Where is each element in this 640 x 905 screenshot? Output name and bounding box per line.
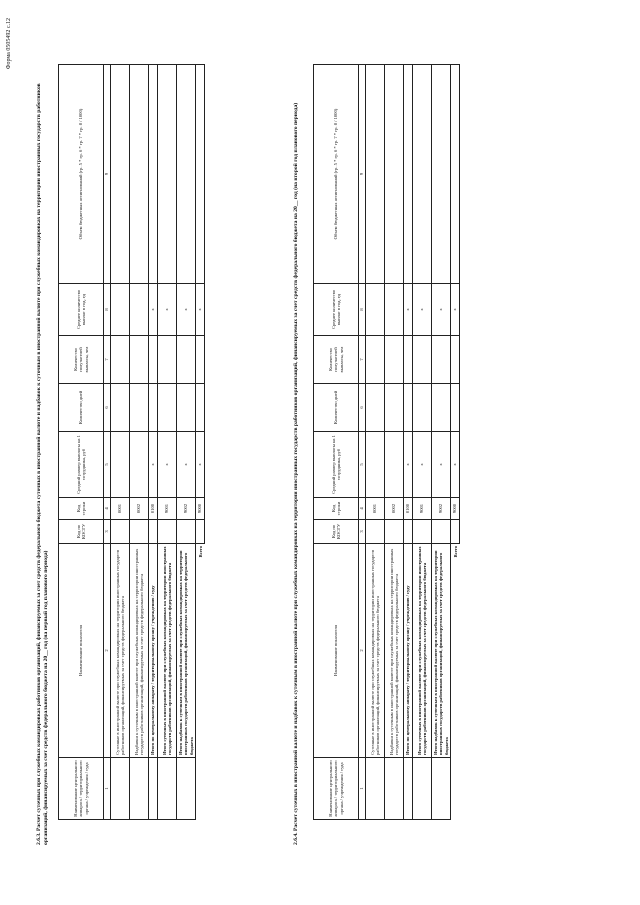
value-cell[interactable] bbox=[366, 520, 385, 544]
value-cell: x bbox=[177, 432, 196, 498]
column-number: 7 bbox=[104, 336, 111, 384]
value-cell[interactable] bbox=[413, 65, 432, 284]
value-cell[interactable] bbox=[158, 520, 177, 544]
value-cell: x bbox=[432, 432, 451, 498]
row-code: 9001 bbox=[158, 498, 177, 520]
column-header: Среднее количество выплат в год, ед bbox=[314, 284, 359, 336]
column-number-row bbox=[359, 65, 366, 820]
column-number: 2 bbox=[359, 544, 366, 758]
table-row bbox=[111, 65, 130, 820]
org-name-cell[interactable] bbox=[385, 758, 404, 820]
value-cell[interactable] bbox=[413, 384, 432, 432]
value-cell[interactable] bbox=[366, 336, 385, 384]
value-cell[interactable] bbox=[130, 65, 149, 284]
table-row bbox=[177, 65, 196, 820]
indicator-label: Итого по центральному аппарату / территориальному органу / учреждению / суду bbox=[404, 544, 413, 758]
value-cell: x bbox=[451, 284, 460, 336]
value-cell[interactable] bbox=[149, 520, 158, 544]
column-number: 5 bbox=[359, 432, 366, 498]
column-number: 1 bbox=[104, 758, 111, 820]
value-cell[interactable] bbox=[177, 384, 196, 432]
value-cell: x bbox=[404, 432, 413, 498]
value-cell[interactable] bbox=[432, 336, 451, 384]
indicator-label: Итого суточных в иностранной валюте при служебных командировках на территории иностранных государств работников организаций, финансируемых за счет средств федерального бюджета bbox=[413, 544, 432, 758]
section-caption-2: 2.6.4. Расчет суточных в иностранной валюте и надбавок к суточным в иностранной валюте при служебных командировках на территории иностранных государств работников организаций, финансируемых за счет средств федерального бюджета на 20__ год (на второй год планового периода) bbox=[293, 102, 299, 845]
value-cell[interactable] bbox=[130, 520, 149, 544]
value-cell: x bbox=[177, 284, 196, 336]
value-cell[interactable] bbox=[111, 336, 130, 384]
org-name-cell[interactable] bbox=[366, 758, 385, 820]
indicator-label: Суточные в иностранной валюте при служебных командировках на территории иностранных государств работников организаций, финансируемых за счет средств федерального бюджета bbox=[111, 544, 130, 758]
header-row bbox=[59, 65, 104, 820]
indicator-label: Итого суточных в иностранной валюте при служебных командировках на территории иностранных государств работников организаций, финансируемых за счет средств федерального бюджета bbox=[158, 544, 177, 758]
column-number: 4 bbox=[104, 498, 111, 520]
org-name-cell[interactable] bbox=[130, 758, 149, 820]
column-number: 3 bbox=[359, 520, 366, 544]
table-row bbox=[413, 65, 432, 820]
value-cell: x bbox=[158, 432, 177, 498]
row-code: 0001 bbox=[111, 498, 130, 520]
value-cell[interactable] bbox=[404, 65, 413, 284]
row-code: 0100 bbox=[404, 498, 413, 520]
row-code: 0002 bbox=[130, 498, 149, 520]
org-name-cell[interactable] bbox=[158, 758, 177, 820]
value-cell[interactable] bbox=[366, 65, 385, 284]
value-cell[interactable] bbox=[385, 284, 404, 336]
value-cell: x bbox=[158, 284, 177, 336]
value-cell[interactable] bbox=[111, 284, 130, 336]
column-header: Наименование центрального аппарата / территориального органа / учреждения / суда bbox=[59, 758, 104, 820]
column-number: 2 bbox=[104, 544, 111, 758]
column-header: Средний размер выплаты на 1 сотрудника, руб bbox=[314, 432, 359, 498]
indicator-label: Итого надбавок к суточным в иностранной валюте при служебных командировках на территории иностранных государств работников организаций, финансируемых за счет средств федерального бюджета bbox=[432, 544, 451, 758]
indicator-label: Итого надбавок к суточным в иностранной валюте при служебных командировках на территории иностранных государств работников организаций, финансируемых за счет средств федерального бюджета bbox=[177, 544, 196, 758]
value-cell[interactable] bbox=[130, 284, 149, 336]
value-cell[interactable] bbox=[432, 520, 451, 544]
value-cell[interactable] bbox=[432, 65, 451, 284]
column-header: Объем бюджетных ассигнований (гр. 5 * гр. 6 * гр. 7 * гр. 8 / 1000) bbox=[314, 65, 359, 284]
column-header: Количество получателей выплаты, чел bbox=[59, 336, 104, 384]
value-cell[interactable] bbox=[177, 65, 196, 284]
value-cell[interactable] bbox=[385, 520, 404, 544]
value-cell: x bbox=[413, 284, 432, 336]
column-header: Код по КОСГУ bbox=[59, 520, 104, 544]
value-cell: x bbox=[413, 432, 432, 498]
column-header: Среднее количество выплат в год, ед bbox=[59, 284, 104, 336]
table-row bbox=[432, 65, 451, 820]
row-code: 9002 bbox=[177, 498, 196, 520]
column-header: Объем бюджетных ассигнований (гр. 5 * гр. 6 * гр. 7 * гр. 8 / 1000) bbox=[59, 65, 104, 284]
value-cell[interactable] bbox=[385, 432, 404, 498]
org-name-cell[interactable] bbox=[196, 758, 205, 820]
column-header: Количество получателей выплаты, чел bbox=[314, 336, 359, 384]
org-name-cell[interactable] bbox=[451, 758, 460, 820]
table-row bbox=[130, 65, 149, 820]
row-code: 0100 bbox=[149, 498, 158, 520]
table-row bbox=[366, 65, 385, 820]
table-row bbox=[149, 65, 158, 820]
value-cell[interactable] bbox=[451, 336, 460, 384]
org-name-cell[interactable] bbox=[413, 758, 432, 820]
row-code: 9002 bbox=[432, 498, 451, 520]
value-cell: x bbox=[149, 432, 158, 498]
value-cell[interactable] bbox=[111, 384, 130, 432]
value-cell[interactable] bbox=[196, 336, 205, 384]
value-cell[interactable] bbox=[451, 384, 460, 432]
value-cell[interactable] bbox=[130, 336, 149, 384]
column-number-row bbox=[104, 65, 111, 820]
value-cell[interactable] bbox=[404, 336, 413, 384]
row-code: 0001 bbox=[366, 498, 385, 520]
value-cell[interactable] bbox=[366, 432, 385, 498]
table-row bbox=[404, 65, 413, 820]
value-cell[interactable] bbox=[432, 384, 451, 432]
value-cell[interactable] bbox=[177, 520, 196, 544]
column-number: 9 bbox=[359, 65, 366, 284]
column-number: 6 bbox=[359, 384, 366, 432]
column-number: 8 bbox=[359, 284, 366, 336]
org-name-cell[interactable] bbox=[177, 758, 196, 820]
value-cell: x bbox=[432, 284, 451, 336]
org-name-cell[interactable] bbox=[111, 758, 130, 820]
org-name-cell[interactable] bbox=[149, 758, 158, 820]
column-header: Наименование показателя bbox=[59, 544, 104, 758]
column-number: 9 bbox=[104, 65, 111, 284]
indicator-label: Итого по центральному аппарату / территориальному органу / учреждению / суду bbox=[149, 544, 158, 758]
budget-table-2 bbox=[313, 64, 460, 820]
value-cell[interactable] bbox=[130, 384, 149, 432]
column-header: Количество дней bbox=[314, 384, 359, 432]
indicator-label: Надбавки к суточным в иностранной валюте при служебных командировках на территории иностранных государств работников организаций, финансируемых за счет средств федерального бюджета bbox=[130, 544, 149, 758]
row-code: 9001 bbox=[413, 498, 432, 520]
value-cell[interactable] bbox=[451, 65, 460, 284]
column-number: 3 bbox=[104, 520, 111, 544]
table-row bbox=[196, 65, 205, 820]
row-code: 9000 bbox=[451, 498, 460, 520]
column-header: Код по КОСГУ bbox=[314, 520, 359, 544]
column-header: Код строки bbox=[59, 498, 104, 520]
table-row bbox=[158, 65, 177, 820]
column-number: 1 bbox=[359, 758, 366, 820]
row-code: 9000 bbox=[196, 498, 205, 520]
indicator-label: Суточные в иностранной валюте при служебных командировках на территории иностранных государств работников организаций, финансируемых за счет средств федерального бюджета bbox=[366, 544, 385, 758]
value-cell[interactable] bbox=[177, 336, 196, 384]
indicator-label: Всего bbox=[196, 544, 205, 758]
row-code: 0002 bbox=[385, 498, 404, 520]
value-cell[interactable] bbox=[385, 336, 404, 384]
value-cell[interactable] bbox=[196, 520, 205, 544]
value-cell[interactable] bbox=[366, 384, 385, 432]
budget-table-1 bbox=[58, 64, 205, 820]
column-number: 7 bbox=[359, 336, 366, 384]
column-header: Количество дней bbox=[59, 384, 104, 432]
indicator-label: Надбавки к суточным в иностранной валюте при служебных командировках на территории иностранных государств работников организаций, финансируемых за счет средств федерального бюджета bbox=[385, 544, 404, 758]
value-cell[interactable] bbox=[196, 65, 205, 284]
value-cell[interactable] bbox=[111, 65, 130, 284]
header-row bbox=[314, 65, 359, 820]
value-cell[interactable] bbox=[404, 520, 413, 544]
column-number: 6 bbox=[104, 384, 111, 432]
org-name-cell[interactable] bbox=[404, 758, 413, 820]
value-cell[interactable] bbox=[111, 520, 130, 544]
value-cell[interactable] bbox=[158, 384, 177, 432]
value-cell[interactable] bbox=[385, 65, 404, 284]
value-cell: x bbox=[451, 432, 460, 498]
value-cell: x bbox=[149, 284, 158, 336]
value-cell[interactable] bbox=[404, 384, 413, 432]
column-number: 8 bbox=[104, 284, 111, 336]
value-cell[interactable] bbox=[451, 520, 460, 544]
indicator-label: Всего bbox=[451, 544, 460, 758]
form-number: Форма 0505492 с.12 bbox=[6, 18, 12, 70]
column-header: Средний размер выплаты на 1 сотрудника, руб bbox=[59, 432, 104, 498]
value-cell[interactable] bbox=[158, 336, 177, 384]
value-cell[interactable] bbox=[158, 65, 177, 284]
org-name-cell[interactable] bbox=[432, 758, 451, 820]
section-caption-1: 2.6.3. Расчет суточных при служебных командировках работников организаций, финансируемых за счет средств федерального бюджета суточных в иностранной валюте и надбавок к суточным в иностранной валюте при служебных командировках на территории иностранных государств работников организаций, финансируемых за счет средств федерального бюджета на 20__ год (на первый год планового периода) bbox=[36, 83, 49, 845]
column-header: Код строки bbox=[314, 498, 359, 520]
value-cell[interactable] bbox=[149, 384, 158, 432]
value-cell[interactable] bbox=[149, 65, 158, 284]
column-header: Наименование показателя bbox=[314, 544, 359, 758]
value-cell[interactable] bbox=[149, 336, 158, 384]
value-cell[interactable] bbox=[366, 284, 385, 336]
value-cell: x bbox=[196, 432, 205, 498]
value-cell[interactable] bbox=[111, 432, 130, 498]
value-cell[interactable] bbox=[413, 336, 432, 384]
column-number: 5 bbox=[104, 432, 111, 498]
column-number: 4 bbox=[359, 498, 366, 520]
value-cell[interactable] bbox=[130, 432, 149, 498]
table-row bbox=[385, 65, 404, 820]
table-row bbox=[451, 65, 460, 820]
value-cell[interactable] bbox=[385, 384, 404, 432]
column-header: Наименование центрального аппарата / территориального органа / учреждения / суда bbox=[314, 758, 359, 820]
value-cell: x bbox=[404, 284, 413, 336]
value-cell[interactable] bbox=[413, 520, 432, 544]
value-cell: x bbox=[196, 284, 205, 336]
value-cell[interactable] bbox=[196, 384, 205, 432]
